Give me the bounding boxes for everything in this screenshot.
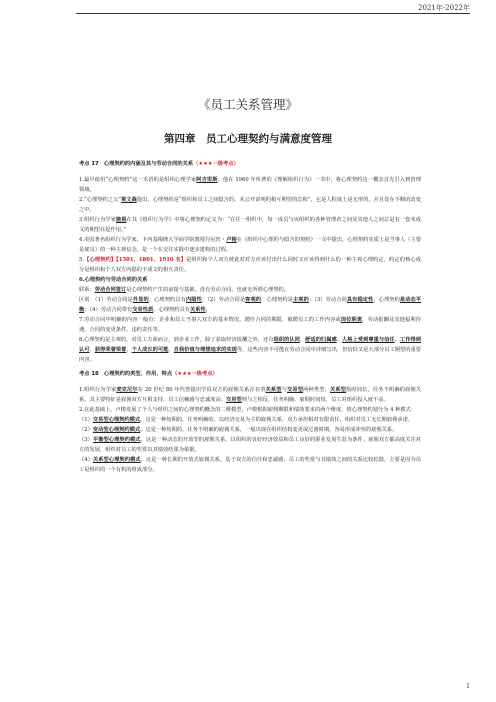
keyword: 个人成长的可能	[131, 347, 169, 353]
keyword: 交易性质	[132, 307, 154, 313]
header-year-range: 2021年-2022年	[418, 4, 470, 12]
paragraph-4: 4.美国著名组织行为学家、卡内基梅隆大学商学院教授丹尼丝・卢梭在《组织中心理的与隐含的契约》一文中提出，心理契约实质上是当事人（主要是雇员）的一种主观信念，是一个在交往实践中逐步建构的过程。	[79, 237, 422, 253]
keyword: 莱文森	[120, 197, 137, 203]
keyword: 卢梭	[226, 237, 237, 243]
keyword: 平衡型心理契约模式	[92, 437, 141, 443]
keyword: 客观的	[245, 297, 262, 303]
keyword: 关系性	[189, 307, 206, 313]
keyword: 组织的认同	[273, 337, 300, 343]
paragraph-6-diff: 区别：（1）劳动合同是外显的，心理契约具有内隐性；（2）劳动合同是客观的，心理契约是主观的；（3）劳动合同具有稳定性，心理契约是动态平衡；（4）劳动合同带有交易性质，心理契约具有关系性。	[79, 297, 422, 313]
body-content	[79, 159, 421, 475]
keyword: 外显的	[132, 297, 149, 303]
keyword: 关系型	[329, 387, 347, 393]
keyword: 变动型心理契约模式	[92, 427, 141, 433]
keyword: 具有稳定性	[346, 297, 374, 303]
paragraph-18-6: （4）关系型心理契约模式。这是一种长期的开放式雇佣关系，基于双方的信任和忠诚感，员工的奖赏与其绩效之间的关系比较松散，主要是因为员工是组织的一个有机的组成部分。	[79, 457, 422, 473]
topic-18-label: 考点 18 心理契约的类型、作用、特点	[79, 371, 173, 377]
keyword: 阿吉里斯	[196, 177, 218, 183]
keyword: 是动态平衡	[79, 297, 422, 313]
keyword: 交易型	[287, 387, 304, 393]
keyword: 交易型心理契约模式	[92, 417, 141, 423]
topic-18-level: （★★★一级考点）	[172, 371, 218, 377]
paragraph-6-heading: 6.心理契约与劳动合同的关系	[79, 277, 148, 283]
paragraph-18-1: 1.组织行为学家麦克尼尔在 20 世纪 80 年代曾提出学说双方的雇佣关系存在着关系型与交易型两种类型。关系型指时间长，任务不明确的雇佣关系，其主要特征是雇佣双方互相支持，员工信赖感与忠诚度高；交易型则与之相反，任务明确、雇佣时间短，员工对组织投入度不高。	[79, 387, 422, 403]
keyword: 人格上受到尊重与信任	[342, 337, 395, 343]
keyword: 获得荣誉荣誉	[94, 347, 127, 353]
keyword: 关系型心理契约模式	[92, 457, 141, 463]
paragraph-3: 3.组织行为学家施恩在其《组织行为学》中将心理契约定义为：“在任一组织中，每一成员与该组织的各种管理者之间及其他人之间总是有一套未成文的期望在起作用。”	[79, 217, 422, 233]
paragraph-6-link: 联系：劳动合同签订是心理契约产生的前提与基础，没有劳动合同，也就无所谓心理契约。	[79, 287, 289, 293]
paragraph-18-3: （1）交易型心理契约模式。这是一种短期的、任务明确的、以经济交易为主的雇佣关系，双方承担相对有限责任，组织对员工无长期雇佣承诺。	[79, 417, 414, 423]
keyword: 自我价值与理想追求的实现	[173, 347, 237, 353]
paragraph-2: 2.“心理契约之父”莱文森提出，心理契约是“组织和员工之间隐含的、未公开说明的相互期望的总和”，它是人程度上是无形的，并且处在不断的改变之中。	[79, 197, 421, 213]
exam-tag: 【心理契约】【1501、1801、1910 名】	[84, 257, 187, 263]
header-rule	[76, 13, 470, 14]
page-number: 1	[466, 683, 470, 690]
keyword: 主观的	[292, 297, 309, 303]
keyword: 岗位职责	[340, 317, 363, 323]
topic-17-label: 考点 17 心理契约的内涵及其与劳动合同的关系	[79, 161, 194, 167]
topic-17-level: （★★★一级考点）	[193, 161, 239, 167]
keyword: 麦克尼尔	[116, 387, 138, 393]
document-title: 《员工关系管理》	[197, 97, 298, 112]
keyword: 劳动合同签订	[94, 287, 127, 293]
topic-18-heading	[79, 369, 421, 379]
paragraph-18-4: （2）变动型心理契约模式。这是一种短期的、任务不明确的雇佣关系，一般出现在组织结构变更或过渡时期，容易形成冲突的雇佣关系。	[79, 427, 398, 433]
keyword: 交易型	[226, 397, 242, 403]
keyword: 内隐性	[185, 297, 202, 303]
paragraph-8: 8.心理契约是主观的，对员工方面而言，到企业工作，除了获取经济报酬之外，还有组织的认同、舒适的归属感、人格上受到尊重与信任、工作得到认可、获得荣誉荣誉、个人成长的可能、自我价值与理想追求的实现等，这些内容不可能在劳动合同中详细写出，但恰恰又是大部分员工期望的重要内容。	[79, 337, 422, 363]
paragraph-7: 7.劳动合同中明确的内容一般有：企业和员工当事人双方的基本情况，聘任合同的期限，被聘员工的工作内容或岗位职责，劳动报酬及其他福利待遇，合同的变更条件，违约责任等。	[79, 317, 422, 333]
keyword: 施恩	[115, 217, 127, 223]
keyword: 舒适的归属感	[305, 337, 337, 343]
keyword: 关系型	[265, 387, 282, 393]
paragraph-18-2: 2.在此基础上，卢梭发展了个人与组织之间的心理契约概念的二维模型，卢梭根据雇佣期限和绩效要求的两个维度，将心理契约划分为 4 种模式：	[79, 407, 417, 413]
keyword: 工作得到认可	[79, 337, 421, 353]
chapter-heading: 第四章 员工心理契约与满意度管理	[164, 133, 332, 145]
paragraph-1: 1.最早使用“心理契约”这一术语的是组织心理学家阿吉里斯，他在 1960 年所著的《理解组织行为》一书中，将心理契约这一概念首先引入到管理领域。	[79, 177, 421, 193]
paragraph-5: 5.【心理契约】【1501、1801、1910 名】是组织和个人双方彼此对对方应该付出什么同时又应该得到什么的一种主观心理约定，约定的核心成分是组织和个人双方内隐的不成文的相互责任。	[79, 257, 422, 273]
paragraph-18-5: （3）平衡型心理契约模式。这是一种动态的开放型的雇佣关系，以组织的良好经济效益和员工良好的职业发展生涯为条件。雇佣双方都高度关注对方的发展，组织对员工的奖赏以其绩效结果为依据。	[79, 437, 422, 453]
topic-17-heading	[79, 159, 421, 169]
